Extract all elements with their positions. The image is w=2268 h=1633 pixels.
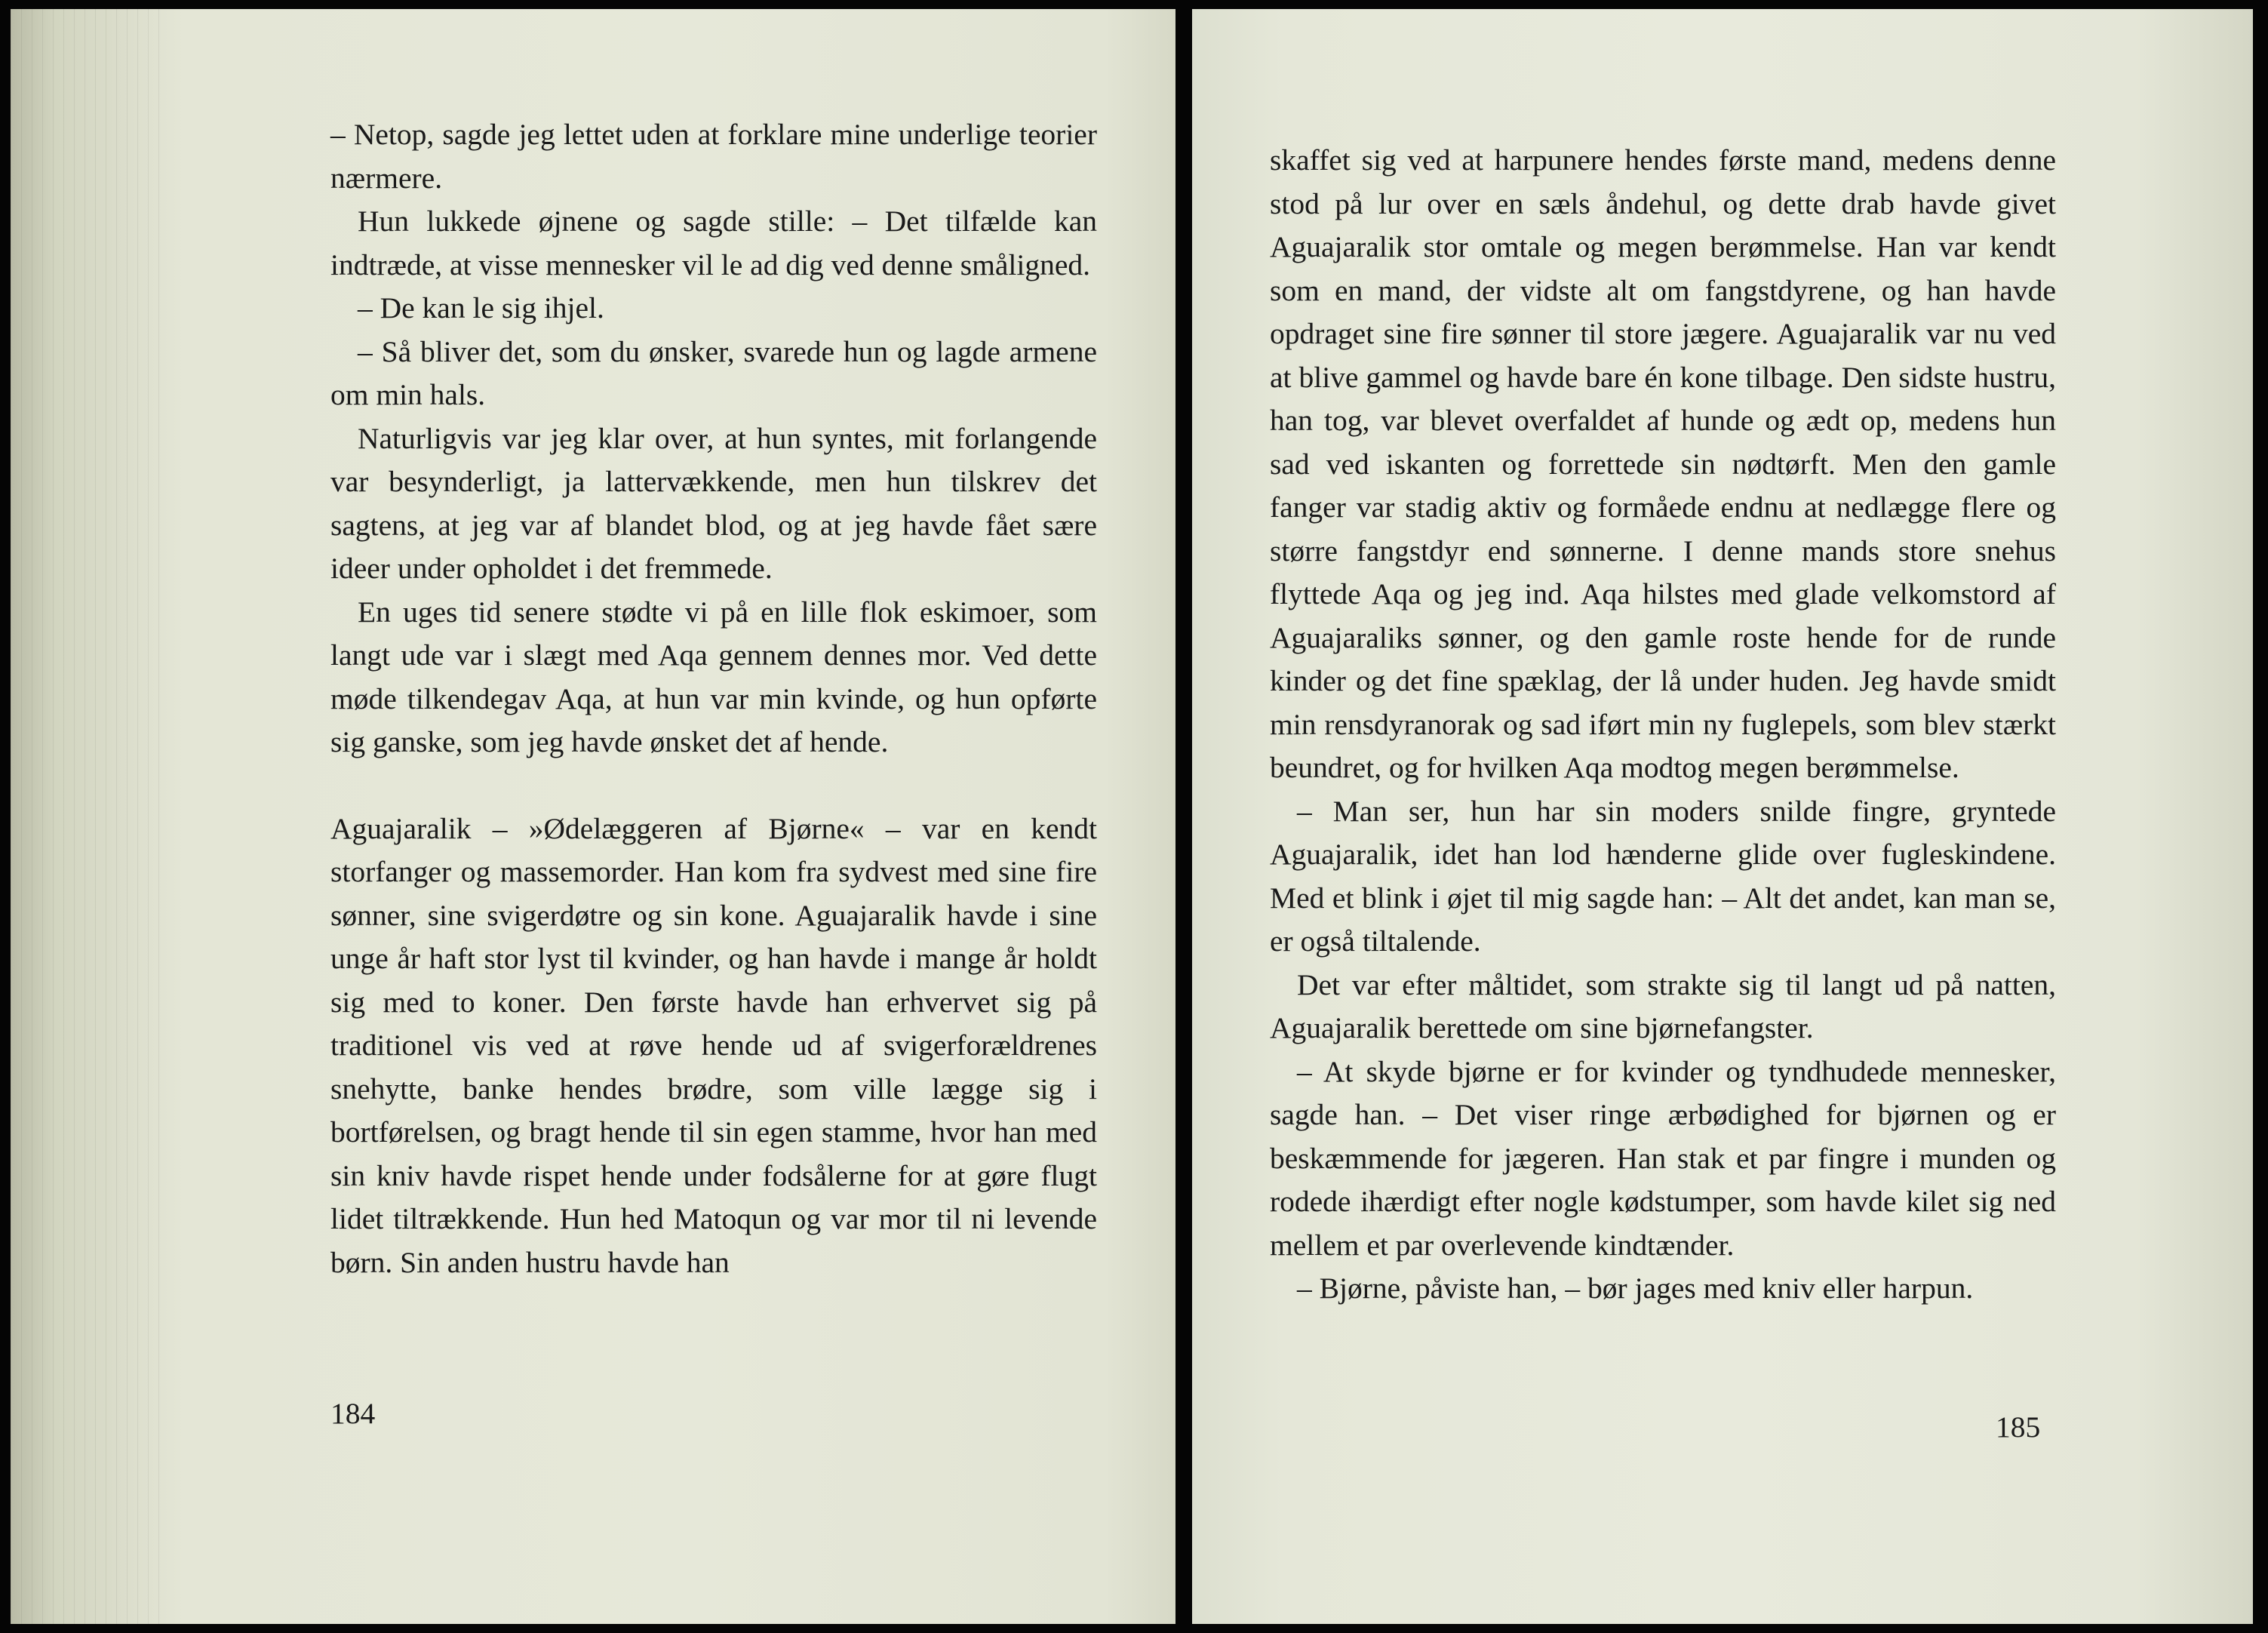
paragraph: Hun lukkede øjnene og sagde stille: – Det tilfælde kan indtræde, at visse mennesker vil le ad dig ved denne småligned. (330, 205, 1097, 281)
paragraph: – Man ser, hun har sin moders snilde fingre, gryntede Aguajaralik, idet han lod hænderne glide over fugleskindene. Med et blink i øjet til mig sagde han: – Alt det andet, kan man se, er også tiltalende. (1270, 794, 2056, 958)
left-page (11, 9, 1175, 1624)
left-page-text (330, 113, 1097, 1284)
paragraph: Naturligvis var jeg klar over, at hun syntes, mit forlangende var besynderligt, ja lattervækkende, men hun tilskrev det sagtens, at jeg var af blandet blod, og at jeg havde fået sære ideer under opholdet i det fremmede. (330, 421, 1097, 585)
paragraph: Aguajaralik – »Ødelæggeren af Bjørne« – var en kendt storfanger og massemorder. Han kom fra sydvest med sine fire sønner, sine svigerdøtre og sin kone. Aguajaralik havde i sine unge år haft stor lyst til kvinder, og han havde i mange år holdt sig med to koner. Den første havde han erhvervet sig på traditionel vis ved at røve hende ud af svigerforældrenes snehytte, banke hendes brødre, som ville lægge sig i bortførelsen, og bragt hende til sin egen stamme, hvor han med sin kniv havde rispet hende under fodsålerne for at gøre flugt lidet tiltrækkende. Hun hed Matoqun og var mor til ni levende børn. Sin anden hustru havde han (330, 811, 1097, 1279)
page-number: 184 (330, 1397, 376, 1430)
paragraph: – Så bliver det, som du ønsker, svarede hun og lagde armene om min hals. (330, 334, 1097, 411)
paragraph: Det var efter måltidet, som strakte sig til langt ud på natten, Aguajaralik berettede om sine bjørnefangster. (1270, 967, 2056, 1044)
paragraph: – Bjørne, påviste han, – bør jages med kniv eller harpun. (1297, 1272, 1974, 1305)
right-page (1192, 9, 2253, 1624)
paragraph: – Netop, sagde jeg lettet uden at forklare mine underlige teorier nærmere. (330, 118, 1097, 195)
paragraph: skaffet sig ved at harpunere hendes første mand, medens denne stod på lur over en sæls åndehul, og dette drab havde givet Aguajaralik stor omtale og megen berømmelse. Han var kendt som en mand, der vidste alt om fangstdyrene, og han havde opdraget sine fire sønner til store jægere. Aguajaralik var nu ved at blive gammel og havde bare én kone tilbage. Den sidste hustru, han tog, var blevet overfaldet af hunde og ædt op, medens hun sad ved iskanten og forrettede sin nødtørft. Men den gamle fanger var stadig aktiv og formåede endnu at nedlægge flere og større fangstdyr end sønnerne. I denne mands store snehus flyttede Aqa og jeg ind. Aqa hilstes med glade velkomstord af Aguajaraliks sønner, og den gamle roste hende for de runde kinder og det fine spæklag, der lå under huden. Jeg havde smidt min rensdyranorak og sad iført min ny fuglepels, som blev stærkt beundret, og for hvilken Aqa modtog megen berømmelse. (1270, 143, 2056, 784)
paragraph: – De kan le sig ihjel. (358, 291, 604, 324)
right-page-text (1270, 139, 2056, 1311)
page-number: 185 (1996, 1410, 2041, 1444)
paragraph: – At skyde bjørne er for kvinder og tyndhudede mennesker, sagde han. – Det viser ringe ærbødighed for bjørnen og er beskæmmende for jægeren. Han stak et par fingre i munden og rodede ihærdigt efter nogle kødstumper, som havde kilet sig ned mellem et par overlevende kindtænder. (1270, 1054, 2056, 1262)
page-edge-shading (11, 9, 161, 1624)
paragraph: En uges tid senere stødte vi på en lille flok eskimoer, som langt ude var i slægt med Aqa gennem dennes mor. Ved dette møde tilkendegav Aqa, at hun var min kvinde, og hun opførte sig ganske, som jeg havde ønsket det af hende. (330, 595, 1097, 758)
